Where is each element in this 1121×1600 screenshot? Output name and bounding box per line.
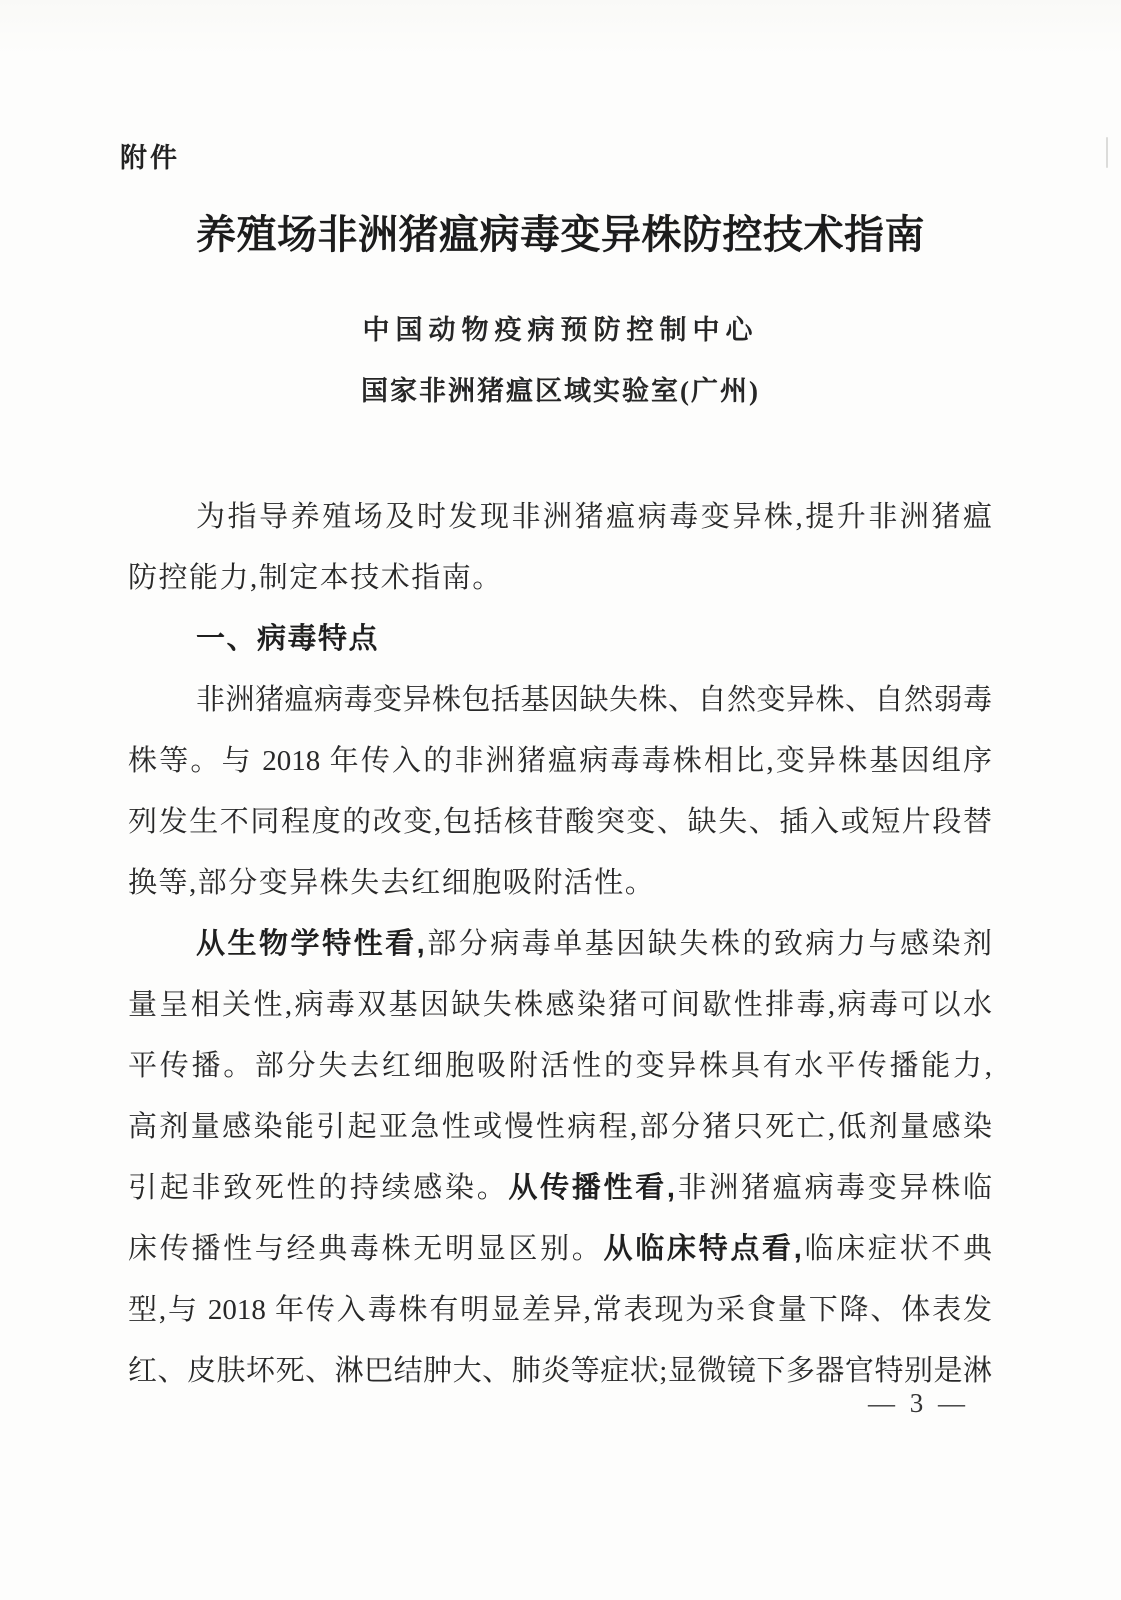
body-line	[128, 1036, 992, 1097]
body-text-emphasis: 从生物学特性看,	[196, 928, 425, 960]
body-text: 临床症状不典	[801, 1233, 992, 1265]
scan-artifact	[1106, 137, 1108, 168]
body-text: 非洲猪瘟病毒变异株包括基因缺失株、自然变异株、自然弱毒	[196, 684, 992, 716]
body-text: 防控能力,制定本技术指南。	[128, 562, 503, 594]
body-line	[128, 975, 992, 1036]
body-text: 非洲猪瘟病毒变异株临	[674, 1172, 992, 1204]
body-line	[128, 1158, 992, 1219]
body-text: 床传播性与经典毒株无明显区别。	[128, 1233, 604, 1265]
issuing-org-primary: 中国动物疫病预防控制中心	[362, 315, 759, 345]
body-text: 红、皮肤坏死、淋巴结肿大、肺炎等症状;显微镜下多器官特别是淋	[128, 1355, 992, 1387]
body-line	[128, 1097, 992, 1158]
body-line	[128, 853, 992, 914]
body-text: 平传播。部分失去红细胞吸附活性的变异株具有水平传播能力,	[128, 1050, 992, 1082]
body-text: 株等。与 2018 年传入的非洲猪瘟病毒毒株相比,变异株基因组序	[128, 745, 992, 777]
body-line	[128, 731, 992, 792]
body-line	[128, 792, 992, 853]
body-text-emphasis: 一、病毒特点	[196, 623, 380, 655]
body-line	[128, 1341, 992, 1402]
body-text: 高剂量感染能引起亚急性或慢性病程,部分猪只死亡,低剂量感染	[128, 1111, 992, 1143]
document-body	[128, 487, 992, 1402]
body-line	[128, 1219, 992, 1280]
attachment-label: 附件	[120, 143, 180, 173]
body-text-emphasis: 从传播性看,	[508, 1172, 675, 1204]
body-line	[128, 670, 992, 731]
body-line	[128, 609, 992, 670]
body-line	[128, 487, 992, 548]
page-number: — 3 —	[868, 1388, 969, 1418]
body-text: 量呈相关性,病毒双基因缺失株感染猪可间歇性排毒,病毒可以水	[128, 989, 992, 1021]
body-text: 引起非致死性的持续感染。	[128, 1172, 509, 1204]
body-line	[128, 1280, 992, 1341]
body-text-emphasis: 从临床特点看,	[603, 1233, 802, 1265]
body-line	[128, 548, 992, 609]
body-text: 列发生不同程度的改变,包括核苷酸突变、缺失、插入或短片段替	[128, 806, 992, 838]
body-text: 换等,部分变异株失去红细胞吸附活性。	[128, 867, 656, 899]
body-text: 为指导养殖场及时发现非洲猪瘟病毒变异株,提升非洲猪瘟	[196, 501, 992, 533]
body-text: 型,与 2018 年传入毒株有明显差异,常表现为采食量下降、体表发	[128, 1294, 992, 1326]
body-line	[128, 914, 992, 975]
document-title: 养殖场非洲猪瘟病毒变异株防控技术指南	[196, 212, 925, 257]
body-text: 部分病毒单基因缺失株的致病力与感染剂	[424, 928, 992, 960]
issuing-org-secondary: 国家非洲猪瘟区域实验室(广州)	[361, 376, 760, 406]
